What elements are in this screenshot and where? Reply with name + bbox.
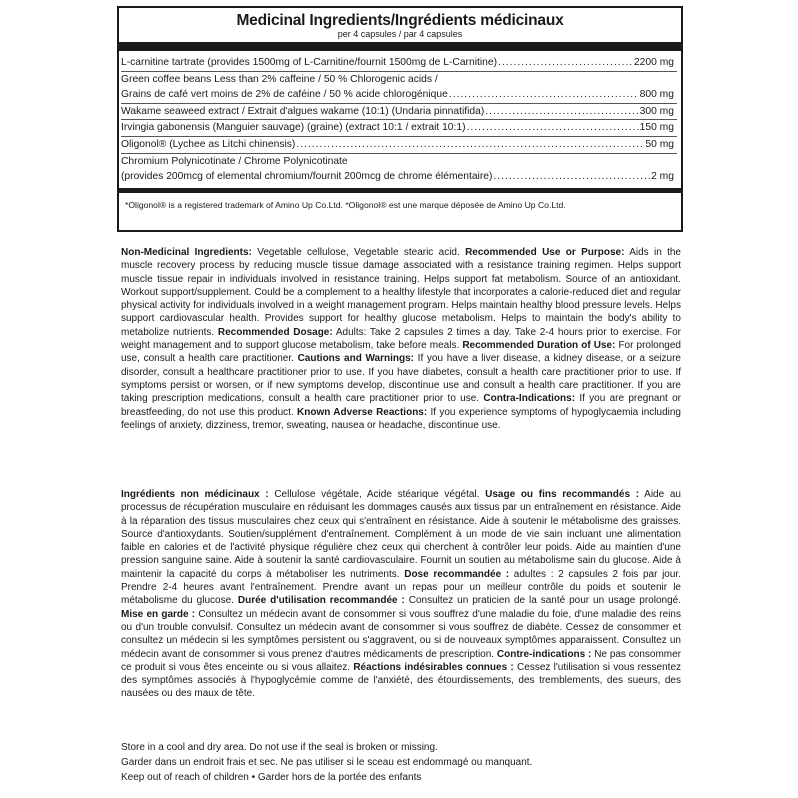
label-adverse-reactions: Known Adverse Reactions:	[297, 406, 428, 418]
text-contra-indications: If you are pregnant or breastfeeding, do not use this product.	[121, 393, 681, 418]
ingredient-amount: 300 mg	[639, 105, 674, 117]
label-ingredients-non-medicinaux: Ingrédients non médicinaux :	[121, 489, 269, 500]
storage-english: Store in a cool and dry area. Do not use if the seal is broken or missing.	[121, 742, 438, 753]
text-duration-of-use: For prolonged use, consult a health care practitioner.	[121, 340, 681, 365]
ingredient-name: (provides 200mcg of elemental chromium/fournit 200mcg de chrome élémentaire)	[121, 171, 493, 183]
label-duration-of-use: Recommended Duration of Use:	[462, 340, 616, 352]
text-recommended-dosage: Adults: Take 2 capsules 2 times a day. Take 2-4 hours prior to exercise. For weight management and to support glucose metabolism, take before meals.	[121, 326, 681, 352]
ingredient-amount: 150 mg	[639, 122, 674, 134]
label-contre-indications: Contre-indications :	[496, 648, 592, 660]
ingredient-row-green-coffee-line1	[121, 72, 677, 88]
ingredient-name: Wakame seaweed extract / Extrait d'algues wakame (10:1) (Undaria pinnatifida)	[121, 105, 485, 117]
panel-subtitle: per 4 capsules / par 4 capsules	[337, 29, 463, 39]
label-dose-recommandee: Dose recommandée :	[404, 568, 510, 580]
label-cautions-warnings: Cautions and Warnings:	[297, 353, 414, 365]
text-dose-recommandee: adultes : 2 capsules 2 fois par jour. Prendre 2-4 heures avant l'entraînement. Prendre avant un repas pour un meilleur contrôle du poids et soutenir le métabolisme du glucose.	[121, 568, 681, 607]
ingredient-list	[119, 51, 681, 185]
ingredient-name: Green coffee beans Less than 2% caffeine / 50 % Chlorogenic acids /	[121, 73, 438, 85]
ingredient-name: Irvingia gabonensis (Manguier sauvage) (graine) (extract 10:1 / extrait 10:1)	[121, 122, 466, 134]
text-usage-recommandes: Aide au processus de récupération musculaire en réduisant les dommages causés aux tissus par un entraînement en résistance. Aide à la réparation des tissus musculaires chez ceux qui s'entraînent en résistance. Aide à soutenir le métabolisme des graisses. Source d'antioxydants. Soutien/supplément d'entraînement. Complément à un mode de vie sain incluant une alimentation faible en calories et de l'activité physique régulière chez ceux qui cherchent à contrôler leur poids. Aide au maintien d'une pression sanguine saine. Aide à soutenir la santé cardiovasculaire. Fournit un soutien au métabolisme sain du glucose. Aide à maintenir la capacité du corps à métaboliser les nutriments.	[121, 489, 681, 580]
heavy-rule	[119, 42, 681, 51]
dot-leader	[493, 169, 650, 185]
ingredient-row-oligonol	[121, 137, 677, 154]
dot-leader	[485, 104, 638, 120]
label-reactions-indesirables: Réactions indésirables connues :	[353, 661, 514, 673]
medicinal-ingredients-panel	[117, 6, 683, 232]
ingredient-row-green-coffee	[121, 87, 677, 104]
ingredient-name: Chromium Polynicotinate / Chrome Polynicotinate	[121, 155, 348, 167]
ingredient-amount: 50 mg	[645, 138, 674, 150]
text-adverse-reactions: If you experience symptoms of hypoglycaemia including feelings of anxiety, dizziness, tremor, sweating, nausea or headache, discontinue use.	[121, 406, 681, 431]
dot-leader	[449, 87, 639, 103]
ingredient-name: L-carnitine tartrate (provides 1500mg of L-Carnitine/fournit 1500mg de L-Carnitine)	[121, 57, 498, 68]
text-cautions-warnings: If you have a liver disease, a kidney disease, or a seizure disorder, consult a healthcare practitioner prior to use. If you have diabetes, consult a health care practitioner prior to use. If symptoms persist or worsen, or if new symptoms develop, discontinue use and consult a health care practitioner. If you are taking prescription medications, consult a health care practitioner prior to use.	[121, 353, 681, 405]
dot-leader	[467, 120, 639, 136]
label-non-medicinal: Non-Medicinal Ingredients:	[121, 247, 252, 258]
text-contre-indications: Ne pas consommer ce produit si vous êtes enceinte ou si vous allaitez.	[121, 648, 681, 673]
storage-french: Garder dans un endroit frais et sec. Ne pas utiliser si le sceau est endommagé ou manquant.	[121, 757, 533, 768]
ingredient-amount: 2 mg	[651, 171, 674, 183]
trademark-footnote: *Oligonol® is a registered trademark of Amino Up Co.Ltd. *Oligonol® est une marque déposée de Amino Up Co.Ltd.	[125, 199, 566, 210]
keep-out-of-reach: Keep out of reach of children • Garder hors de la portée des enfants	[121, 772, 422, 783]
label-mise-en-garde: Mise en garde :	[121, 608, 196, 620]
text-non-medicinal: Vegetable cellulose, Vegetable stearic acid.	[251, 247, 466, 258]
ingredient-row-irvingia	[121, 120, 677, 137]
ingredient-row-l-carnitine	[121, 55, 677, 72]
ingredient-row-chromium	[121, 169, 677, 185]
text-recommended-use: Aids in the muscle recovery process by reducing muscle tissue damage associated with a resistance training regimen. Helps support muscle tissue repair in individuals involved in resistance training. Helps support fat metabolism. Source of an antioxidant. Workout support/supplement. Could be a complement to a healthy lifestyle that incorporates a calorie-reduced diet and regular physical activity for individuals involved in a weight management program. Helps maintain healthy blood pressure levels. Helps support cardiovascular health. Provides support for healthy glucose metabolism. Helps to maintain the body's ability to metabolize nutrients.	[121, 247, 681, 338]
text-reactions-indesirables: Cessez l'utilisation si vous ressentez des symptômes associés à l'hypoglycémie comme de l'anxiété, des étourdissements, des tremblements, des sueurs, des nausées ou des maux de tête.	[121, 661, 682, 700]
label-recommended-use: Recommended Use or Purpose:	[465, 247, 625, 258]
label-duree-utilisation: Durée d'utilisation recommandée :	[237, 595, 405, 607]
ingredient-amount: 800 mg	[639, 89, 674, 101]
ingredient-amount: 2200 mg	[633, 57, 674, 68]
label-usage-recommandes: Usage ou fins recommandés :	[485, 489, 640, 500]
text-ingredients-non-medicinaux: Cellulose végétale, Acide stéarique végétal.	[268, 489, 486, 500]
label-contra-indications: Contra-Indications:	[483, 393, 576, 405]
text-mise-en-garde: Consultez un médecin avant de consommer si vous souffrez d'une maladie du foie, d'une maladie des reins ou d'un trouble convulsif. Consultez un médecin avant de consommer si vous souffrez de diabète. Cessez de consommer et consultez un médecin si les symptômes persistent ou s'aggravent, ou si de nouveaux symptômes apparaissent. Consultez un médecin avant de consommer si vous prenez d'autres médicaments de prescription.	[121, 608, 681, 660]
ingredient-row-wakame	[121, 104, 677, 121]
dot-leader	[296, 137, 644, 153]
french-directions-paragraph	[121, 488, 681, 701]
label-recommended-dosage: Recommended Dosage:	[217, 326, 333, 338]
text-duree-utilisation: Consultez un praticien de la santé pour un usage prolongé.	[404, 595, 681, 607]
ingredient-name: Oligonol® (Lychee as Litchi chinensis)	[121, 138, 296, 150]
dot-leader	[498, 55, 633, 71]
ingredient-row-chromium-line1	[121, 154, 677, 170]
panel-title: Medicinal Ingredients/Ingrédients médicinaux	[236, 12, 564, 29]
english-directions-paragraph	[121, 246, 681, 432]
ingredient-name: Grains de café vert moins de 2% de caféine / 50 % acide chlorogénique	[121, 89, 448, 101]
